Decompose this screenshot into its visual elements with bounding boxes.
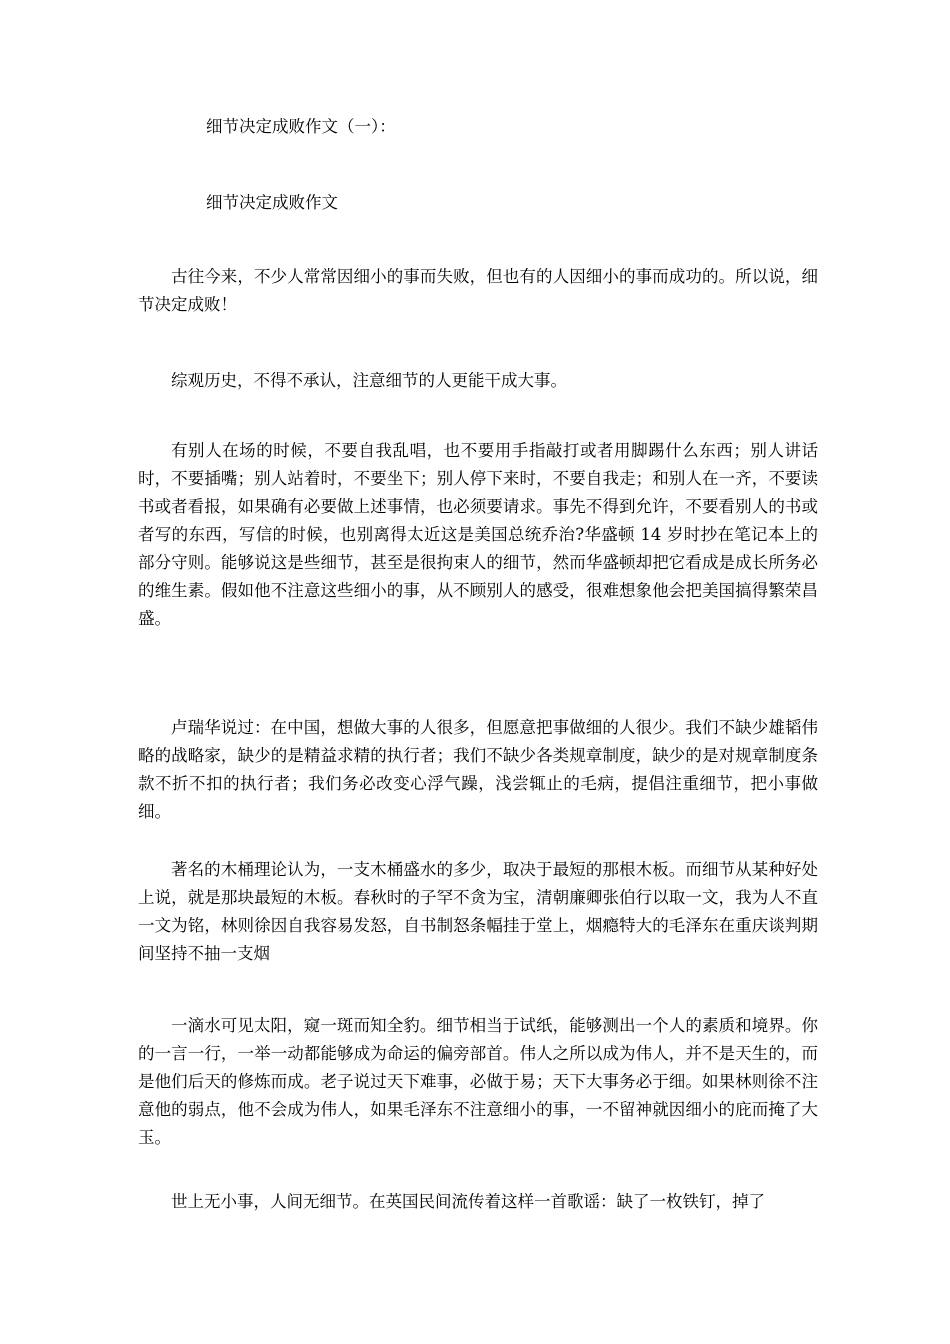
paragraph-2: 综观历史，不得不承认，注意细节的人更能干成大事。 [171,371,567,390]
paragraph-4: 卢瑞华说过：在中国，想做大事的人很多，但愿意把事做细的人很少。我们不缺少雄韬伟略的战略家，缺少的是精益求精的执行者；我们不缺少各类规章制度，缺少的是对规章制度条款不折不扣的执行者；我们务必改变心浮气躁，浅尝辄止的毛病，提倡注重细节，把小事做细。 [138,718,818,821]
paragraph-6: 一滴水可见太阳，窥一斑而知全豹。细节相当于试纸，能够测出一个人的素质和境界。你的一言一行，一举一动都能够成为命运的偏旁部首。伟人之所以成为伟人，并不是天生的，而是他们后天的修炼而成。老子说过天下难事，必做于易；天下大事务必于细。如果林则徐不注意他的弱点，他不会成为伟人，如果毛泽东不注意细小的事，一不留神就因细小的庇而掩了大玉。 [138,1016,818,1147]
paragraph-5: 著名的木桶理论认为，一支木桶盛水的多少，取决于最短的那根木板。而细节从某种好处上说，就是那块最短的木板。春秋时的子罕不贪为宝，清朝廉卿张伯行以取一文，我为人不直一文为铭，林则徐因自我容易发怒，自书制怒条幅挂于堂上，烟瘾特大的毛泽东在重庆谈判期间坚持不抽一支烟 [138,860,818,963]
paragraph-3: 有别人在场的时候，不要自我乱唱，也不要用手指敲打或者用脚踢什么东西；别人讲话时，不要插嘴；别人站着时，不要坐下；别人停下来时，不要自我走；和别人在一齐，不要读书或者看报，如果确有必要做上述事情，也必须要请求。事先不得到允许，不要看别人的书或者写的东西，写信的时候，也别离得太近这是美国总统乔治?华盛顿 14 岁时抄在笔记本上的部分守则。能够说这是些细节，甚至是很拘束人的细节，然而华盛顿却把它看成是成长所务必的维生素。假如他不注意这些细小的事，从不顾别人的感受，很难想象他会把美国搞得繁荣昌盛。 [138,441,818,628]
document-subtitle: 细节决定成败作文 [206,193,338,212]
paragraph-7: 世上无小事，人间无细节。在英国民间流传着这样一首歌谣：缺了一枚铁钉，掉了 [171,1192,765,1211]
document-heading: 细节决定成败作文（一）： [206,117,396,136]
paragraph-1: 古往今来，不少人常常因细小的事而失败，但也有的人因细小的事而成功的。所以说，细节决定成败！ [138,267,818,314]
